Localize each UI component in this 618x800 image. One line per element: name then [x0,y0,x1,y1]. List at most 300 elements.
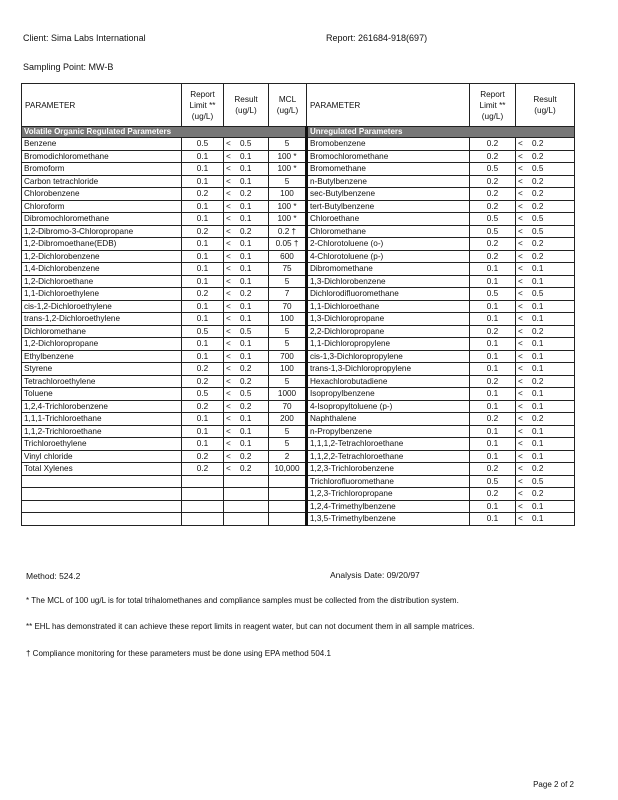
unregulated-result [516,363,575,376]
regulated-mcl: 5 [269,438,307,451]
table-header-row [22,84,575,127]
result-value: 0.2 [532,414,544,424]
qualifier: < [226,176,231,186]
qualifier: < [518,376,523,386]
unregulated-result [516,488,575,501]
unregulated-parameter: n-Propylbenzene [307,425,470,438]
result-value: 0.1 [240,239,252,249]
result-value: 0.1 [240,164,252,174]
qualifier: < [226,326,231,336]
result-value: 0.2 [532,239,544,249]
regulated-result [224,488,269,501]
unregulated-parameter: 1,1-Dichloropropylene [307,338,470,351]
qualifier: < [518,151,523,161]
qualifier: < [518,176,523,186]
regulated-parameter: Bromodichloromethane [22,150,182,163]
unregulated-report-limit: 0.1 [470,275,516,288]
regulated-result [224,213,269,226]
result-value: 0.2 [240,226,252,236]
unregulated-parameter: sec-Butylbenzene [307,188,470,201]
regulated-mcl: 700 [269,350,307,363]
regulated-report-limit: 0.1 [182,238,224,251]
results-table [21,83,575,526]
unregulated-result [516,150,575,163]
col-mcl: MCL (ug/L) [269,84,307,127]
result-value: 0.5 [532,289,544,299]
result-value: 0.1 [532,426,544,436]
regulated-parameter: Chloroform [22,200,182,213]
regulated-report-limit [182,500,224,513]
qualifier: < [518,326,523,336]
regulated-mcl: 5 [269,325,307,338]
regulated-mcl: 1000 [269,388,307,401]
regulated-result [224,313,269,326]
result-value: 0.1 [240,264,252,274]
regulated-parameter: Bromoform [22,163,182,176]
result-value: 0.2 [532,489,544,499]
regulated-parameter [22,500,182,513]
regulated-parameter [22,513,182,526]
qualifier: < [226,164,231,174]
col-result: Result (ug/L) [224,84,269,127]
regulated-result [224,250,269,263]
regulated-report-limit: 0.1 [182,200,224,213]
regulated-report-limit: 0.2 [182,463,224,476]
result-value: 0.1 [240,301,252,311]
table-row [22,300,575,313]
regulated-mcl: 5 [269,138,307,151]
result-value: 0.5 [240,326,252,336]
result-value: 0.1 [240,276,252,286]
regulated-report-limit: 0.1 [182,313,224,326]
qualifier: < [518,239,523,249]
col-result-2: Result (ug/L) [516,84,575,127]
table-row [22,188,575,201]
unregulated-result [516,138,575,151]
table-row [22,375,575,388]
regulated-parameter: Dichloromethane [22,325,182,338]
unregulated-parameter: trans-1,3-Dichloropropylene [307,363,470,376]
result-value: 0.5 [532,226,544,236]
qualifier: < [226,314,231,324]
qualifier: < [226,139,231,149]
regulated-result [224,463,269,476]
result-value: 0.1 [532,389,544,399]
regulated-parameter: Vinyl chloride [22,450,182,463]
regulated-report-limit [182,513,224,526]
qualifier: < [226,289,231,299]
footnote-mcl: * The MCL of 100 ug/L is for total trihalomethanes and compliance samples must be collected from the distribution system. [26,596,459,605]
qualifier: < [226,364,231,374]
result-value: 0.1 [240,339,252,349]
result-value: 0.2 [532,176,544,186]
table-row [22,475,575,488]
regulated-parameter: 1,2-Dichloropropane [22,338,182,351]
result-value: 0.2 [240,376,252,386]
regulated-parameter: 1,2-Dibromo-3-Chloropropane [22,225,182,238]
unregulated-parameter: Chloromethane [307,225,470,238]
footnote-report-limits: ** EHL has demonstrated it can achieve these report limits in reagent water, but can not document them in all sample matrices. [26,622,475,631]
unregulated-result [516,225,575,238]
regulated-mcl: 0.05 † [269,238,307,251]
unregulated-report-limit: 0.1 [470,425,516,438]
unregulated-report-limit: 0.2 [470,463,516,476]
unregulated-parameter: Chloroethane [307,213,470,226]
regulated-result [224,200,269,213]
regulated-report-limit: 0.2 [182,288,224,301]
unregulated-result [516,513,575,526]
analysis-date: Analysis Date: 09/20/97 [330,570,420,580]
section-header-row [22,127,575,138]
regulated-mcl: 100 * [269,150,307,163]
regulated-result [224,163,269,176]
unregulated-report-limit: 0.1 [470,400,516,413]
regulated-report-limit: 0.1 [182,425,224,438]
unregulated-parameter: 1,3,5-Trimethylbenzene [307,513,470,526]
regulated-report-limit: 0.1 [182,438,224,451]
regulated-report-limit: 0.5 [182,325,224,338]
unregulated-parameter: Isopropylbenzene [307,388,470,401]
regulated-parameter: Trichloroethylene [22,438,182,451]
result-value: 0.1 [240,426,252,436]
regulated-mcl: 5 [269,175,307,188]
regulated-mcl: 100 [269,313,307,326]
unregulated-report-limit: 0.5 [470,225,516,238]
table-row [22,400,575,413]
unregulated-report-limit: 0.2 [470,413,516,426]
qualifier: < [518,401,523,411]
regulated-mcl: 7 [269,288,307,301]
qualifier: < [226,339,231,349]
qualifier: < [518,289,523,299]
result-value: 0.5 [532,214,544,224]
regulated-result [224,275,269,288]
regulated-report-limit: 0.1 [182,163,224,176]
qualifier: < [518,464,523,474]
page-number: Page 2 of 2 [533,780,574,789]
regulated-report-limit: 0.1 [182,213,224,226]
qualifier: < [226,351,231,361]
unregulated-report-limit: 0.5 [470,163,516,176]
unregulated-report-limit: 0.2 [470,250,516,263]
table-row [22,200,575,213]
sampling-point: Sampling Point: MW-B [23,62,114,72]
regulated-mcl [269,500,307,513]
regulated-report-limit: 0.1 [182,263,224,276]
regulated-mcl: 100 [269,363,307,376]
unregulated-report-limit: 0.1 [470,338,516,351]
result-value: 0.1 [240,251,252,261]
qualifier: < [226,301,231,311]
regulated-result [224,475,269,488]
unregulated-report-limit: 0.1 [470,388,516,401]
result-value: 0.1 [532,501,544,511]
unregulated-report-limit: 0.2 [470,138,516,151]
table-row [22,388,575,401]
unregulated-report-limit: 0.1 [470,513,516,526]
result-value: 0.2 [240,464,252,474]
regulated-parameter: cis-1,2-Dichloroethylene [22,300,182,313]
qualifier: < [226,426,231,436]
qualifier: < [518,301,523,311]
regulated-mcl: 2 [269,450,307,463]
qualifier: < [226,414,231,424]
regulated-parameter: Tetrachloroethylene [22,375,182,388]
unregulated-result [516,313,575,326]
regulated-report-limit: 0.1 [182,250,224,263]
unregulated-report-limit: 0.2 [470,188,516,201]
table-row [22,275,575,288]
table-row [22,213,575,226]
regulated-mcl: 5 [269,275,307,288]
result-value: 0.2 [240,401,252,411]
result-value: 0.1 [240,214,252,224]
regulated-parameter: 1,1,1-Trichloroethane [22,413,182,426]
regulated-parameter: 1,1-Dichloroethylene [22,288,182,301]
qualifier: < [518,489,523,499]
result-value: 0.2 [532,251,544,261]
regulated-report-limit [182,488,224,501]
qualifier: < [518,251,523,261]
result-value: 0.2 [240,189,252,199]
qualifier: < [518,214,523,224]
result-value: 0.1 [240,314,252,324]
unregulated-report-limit: 0.5 [470,288,516,301]
qualifier: < [518,164,523,174]
unregulated-report-limit: 0.2 [470,325,516,338]
result-value: 0.1 [532,351,544,361]
regulated-result [224,350,269,363]
regulated-report-limit: 0.1 [182,275,224,288]
regulated-parameter [22,475,182,488]
qualifier: < [226,401,231,411]
regulated-result [224,225,269,238]
unregulated-report-limit: 0.2 [470,200,516,213]
unregulated-parameter: Bromobenzene [307,138,470,151]
qualifier: < [226,201,231,211]
regulated-result [224,325,269,338]
unregulated-result [516,163,575,176]
unregulated-report-limit: 0.2 [470,175,516,188]
qualifier: < [226,251,231,261]
regulated-result [224,500,269,513]
result-value: 0.1 [532,439,544,449]
qualifier: < [226,376,231,386]
unregulated-parameter: 4-Chlorotoluene (p-) [307,250,470,263]
unregulated-parameter: 1,1,1,2-Tetrachloroethane [307,438,470,451]
unregulated-parameter: cis-1,3-Dichloropropylene [307,350,470,363]
qualifier: < [518,514,523,524]
unregulated-result [516,275,575,288]
col-parameter: PARAMETER [22,84,182,127]
table-row [22,325,575,338]
regulated-parameter: Toluene [22,388,182,401]
unregulated-result [516,425,575,438]
qualifier: < [226,214,231,224]
regulated-parameter: 1,2,4-Trichlorobenzene [22,400,182,413]
regulated-report-limit: 0.2 [182,188,224,201]
unregulated-parameter: Naphthalene [307,413,470,426]
regulated-result [224,400,269,413]
qualifier: < [518,364,523,374]
table-row [22,463,575,476]
regulated-report-limit: 0.2 [182,450,224,463]
result-value: 0.2 [532,326,544,336]
regulated-mcl: 70 [269,400,307,413]
result-value: 0.1 [532,301,544,311]
table-row [22,175,575,188]
regulated-result [224,450,269,463]
unregulated-parameter: tert-Butylbenzene [307,200,470,213]
result-value: 0.1 [532,451,544,461]
unregulated-report-limit: 0.1 [470,313,516,326]
qualifier: < [518,339,523,349]
regulated-parameter: Benzene [22,138,182,151]
qualifier: < [518,501,523,511]
regulated-mcl: 600 [269,250,307,263]
result-value: 0.1 [240,351,252,361]
unregulated-report-limit: 0.1 [470,263,516,276]
qualifier: < [518,414,523,424]
regulated-report-limit: 0.1 [182,350,224,363]
unregulated-result [516,238,575,251]
unregulated-result [516,338,575,351]
method-label: Method: 524.2 [26,571,81,581]
regulated-result [224,375,269,388]
table-row [22,413,575,426]
result-value: 0.1 [532,276,544,286]
qualifier: < [518,201,523,211]
unregulated-result [516,200,575,213]
unregulated-parameter: 4-Isopropyltoluene (p-) [307,400,470,413]
unregulated-parameter: 1,3-Dichloropropane [307,313,470,326]
unregulated-parameter: 2-Chlorotoluene (o-) [307,238,470,251]
regulated-result [224,175,269,188]
qualifier: < [226,439,231,449]
regulated-parameter: Ethylbenzene [22,350,182,363]
unregulated-result [516,325,575,338]
client-label: Client: Sima Labs International [23,33,146,43]
regulated-result [224,413,269,426]
unregulated-parameter: Dichlorodifluoromethane [307,288,470,301]
regulated-report-limit: 0.1 [182,150,224,163]
regulated-result [224,150,269,163]
regulated-report-limit: 0.5 [182,388,224,401]
unregulated-result [516,188,575,201]
regulated-mcl: 100 * [269,200,307,213]
unregulated-result [516,388,575,401]
unregulated-parameter: 1,2,4-Trimethylbenzene [307,500,470,513]
regulated-mcl: 5 [269,425,307,438]
table-row [22,163,575,176]
unregulated-result [516,175,575,188]
unregulated-result [516,375,575,388]
qualifier: < [226,264,231,274]
regulated-report-limit: 0.2 [182,363,224,376]
regulated-result [224,263,269,276]
unregulated-parameter: 1,2,3-Trichlorobenzene [307,463,470,476]
regulated-result [224,438,269,451]
unregulated-report-limit: 0.2 [470,150,516,163]
col-report-limit: Report Limit ** (ug/L) [182,84,224,127]
report-number: Report: 261684-918(697) [326,33,428,43]
result-value: 0.1 [240,414,252,424]
unregulated-report-limit: 0.2 [470,375,516,388]
regulated-parameter: Dibromochloromethane [22,213,182,226]
result-value: 0.2 [532,201,544,211]
result-value: 0.1 [240,176,252,186]
regulated-result [224,513,269,526]
unregulated-result [516,413,575,426]
table-row [22,488,575,501]
unregulated-report-limit: 0.1 [470,500,516,513]
qualifier: < [518,439,523,449]
result-value: 0.1 [532,264,544,274]
result-value: 0.2 [532,376,544,386]
qualifier: < [518,314,523,324]
regulated-report-limit [182,475,224,488]
regulated-result [224,238,269,251]
unregulated-report-limit: 0.5 [470,213,516,226]
table-row [22,425,575,438]
result-value: 0.2 [240,289,252,299]
unregulated-result [516,213,575,226]
regulated-parameter: Styrene [22,363,182,376]
regulated-report-limit: 0.1 [182,338,224,351]
result-value: 0.1 [240,201,252,211]
col-parameter-2: PARAMETER [307,84,470,127]
regulated-parameter: 1,4-Dichlorobenzene [22,263,182,276]
unregulated-result [516,400,575,413]
result-value: 0.2 [240,451,252,461]
table-row [22,438,575,451]
unregulated-result [516,463,575,476]
regulated-mcl: 100 * [269,163,307,176]
unregulated-result [516,250,575,263]
result-value: 0.2 [532,189,544,199]
regulated-report-limit: 0.2 [182,375,224,388]
table-row [22,513,575,526]
result-value: 0.1 [532,339,544,349]
table-row [22,150,575,163]
regulated-mcl: 75 [269,263,307,276]
unregulated-parameter: Dibromomethane [307,263,470,276]
unregulated-parameter: Trichlorofluoromethane [307,475,470,488]
qualifier: < [226,239,231,249]
unregulated-parameter: Bromomethane [307,163,470,176]
regulated-result [224,288,269,301]
unregulated-parameter: 1,2,3-Trichloropropane [307,488,470,501]
table-row [22,138,575,151]
unregulated-parameter: 1,1-Dichloroethane [307,300,470,313]
qualifier: < [226,276,231,286]
regulated-result [224,338,269,351]
result-value: 0.1 [532,314,544,324]
table-row [22,313,575,326]
qualifier: < [226,226,231,236]
qualifier: < [226,464,231,474]
table-row [22,238,575,251]
unregulated-parameter: 1,3-Dichlorobenzene [307,275,470,288]
unregulated-report-limit: 0.1 [470,438,516,451]
regulated-report-limit: 0.1 [182,175,224,188]
unregulated-section-title: Unregulated Parameters [307,127,575,138]
result-value: 0.2 [532,151,544,161]
qualifier: < [518,476,523,486]
regulated-result [224,300,269,313]
table-row [22,338,575,351]
unregulated-parameter: 2,2-Dichloropropane [307,325,470,338]
